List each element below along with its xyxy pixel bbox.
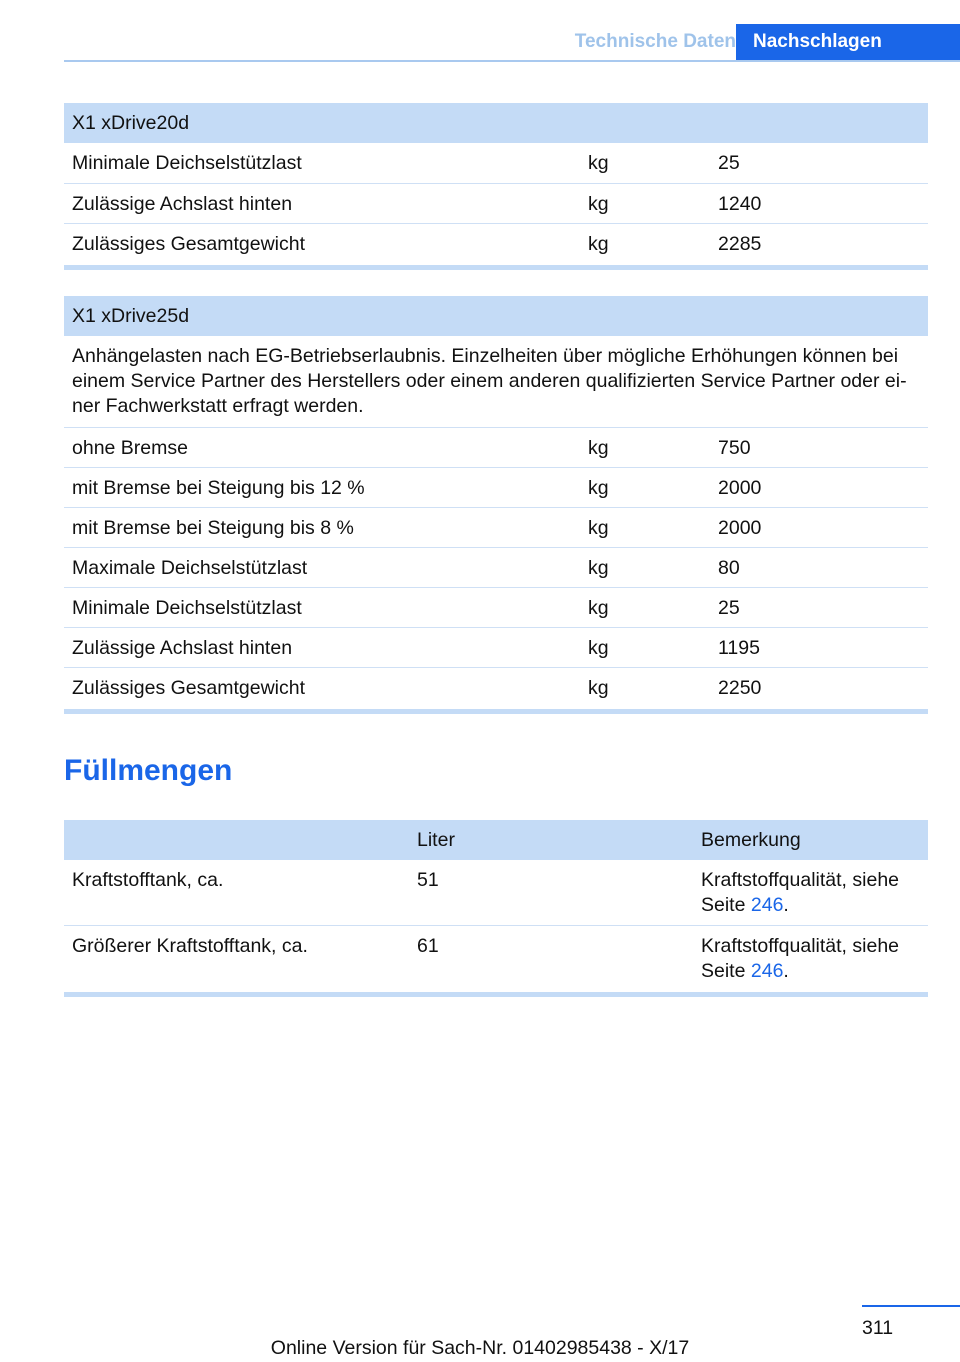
table-fuellmengen xyxy=(64,820,928,997)
remark-text: Kraftstoffqualität, siehe Seite xyxy=(701,934,900,982)
row-unit: kg xyxy=(580,468,710,508)
table-row xyxy=(64,428,928,468)
row-label: Zulässige Achslast hinten xyxy=(64,183,580,223)
page-number: 311 xyxy=(862,1317,894,1339)
footer-text: Online Version für Sach-Nr. 01402985438 - X/17 xyxy=(270,1337,690,1359)
row-label: mit Bremse bei Steigung bis 12 % xyxy=(64,468,580,508)
remark-period: . xyxy=(783,959,789,982)
row-value: 1195 xyxy=(710,628,928,668)
row-value: 2000 xyxy=(710,508,928,548)
page-number-rule xyxy=(862,1305,960,1307)
table-row xyxy=(64,508,928,548)
table-header-row xyxy=(64,296,928,336)
column-header-liter: Liter xyxy=(409,820,693,860)
row-label: Zulässiges Gesamtgewicht xyxy=(64,668,580,712)
table-row xyxy=(64,468,928,508)
table-row xyxy=(64,860,928,925)
table-x1-xdrive20d xyxy=(64,103,928,270)
table-row xyxy=(64,143,928,183)
table-title: X1 xDrive25d xyxy=(64,296,928,336)
table-x1-xdrive25d xyxy=(64,296,928,714)
row-value: 1240 xyxy=(710,183,928,223)
row-label: mit Bremse bei Steigung bis 8 % xyxy=(64,508,580,548)
table-header-row xyxy=(64,820,928,860)
row-unit: kg xyxy=(580,143,710,183)
row-unit: kg xyxy=(580,628,710,668)
row-value: 25 xyxy=(710,588,928,628)
row-value: 80 xyxy=(710,548,928,588)
row-remark xyxy=(693,925,928,994)
row-liter: 61 xyxy=(409,925,693,994)
row-value: 25 xyxy=(710,143,928,183)
row-value: 2000 xyxy=(710,468,928,508)
table-note: Anhängelasten nach EG-Betriebserlaubnis. Einzelheiten über mögliche Erhöhungen können bei einem Service Partner des Herstellers oder einem anderen qualifizierten Service Partner oder ei-ner Fachwerkstatt erfragt werden. xyxy=(64,336,928,428)
section-title-fuellmengen: Füllmengen xyxy=(64,754,233,787)
row-unit: kg xyxy=(580,548,710,588)
column-header-item xyxy=(64,820,409,860)
row-value: 2285 xyxy=(710,223,928,267)
page-reference-link[interactable]: 246 xyxy=(750,959,784,982)
remark-text: Kraftstoffqualität, siehe Seite xyxy=(701,869,900,916)
header-rule xyxy=(64,60,960,62)
row-unit: kg xyxy=(580,223,710,267)
row-unit: kg xyxy=(580,668,710,712)
row-unit: kg xyxy=(580,183,710,223)
table-row xyxy=(64,223,928,267)
table-row xyxy=(64,925,928,994)
row-label: Minimale Deichselstützlast xyxy=(64,143,580,183)
row-unit: kg xyxy=(580,428,710,468)
row-unit: kg xyxy=(580,508,710,548)
row-label: Zulässiges Gesamtgewicht xyxy=(64,223,580,267)
column-header-remark: Bemerkung xyxy=(693,820,928,860)
remark-period: . xyxy=(783,894,789,916)
table-header-row xyxy=(64,103,928,143)
table-row xyxy=(64,183,928,223)
row-unit: kg xyxy=(580,588,710,628)
row-liter: 51 xyxy=(409,860,693,925)
table-row xyxy=(64,668,928,712)
header-chapter-tab: Nachschlagen xyxy=(736,24,960,62)
row-label: ohne Bremse xyxy=(64,428,580,468)
table-row xyxy=(64,548,928,588)
row-label: Zulässige Achslast hinten xyxy=(64,628,580,668)
row-label: Kraftstofftank, ca. xyxy=(64,860,409,925)
page-reference-link[interactable]: 246 xyxy=(750,894,784,916)
row-value: 2250 xyxy=(710,668,928,712)
row-label: Minimale Deichselstützlast xyxy=(64,588,580,628)
table-row xyxy=(64,588,928,628)
row-label: Maximale Deichselstützlast xyxy=(64,548,580,588)
page-header xyxy=(64,24,960,62)
table-row xyxy=(64,628,928,668)
header-section-title: Technische Daten xyxy=(574,31,736,52)
table-title: X1 xDrive20d xyxy=(64,103,928,143)
row-value: 750 xyxy=(710,428,928,468)
table-note-row xyxy=(64,336,928,428)
row-label: Größerer Kraftstofftank, ca. xyxy=(64,925,409,994)
row-remark xyxy=(693,860,928,925)
